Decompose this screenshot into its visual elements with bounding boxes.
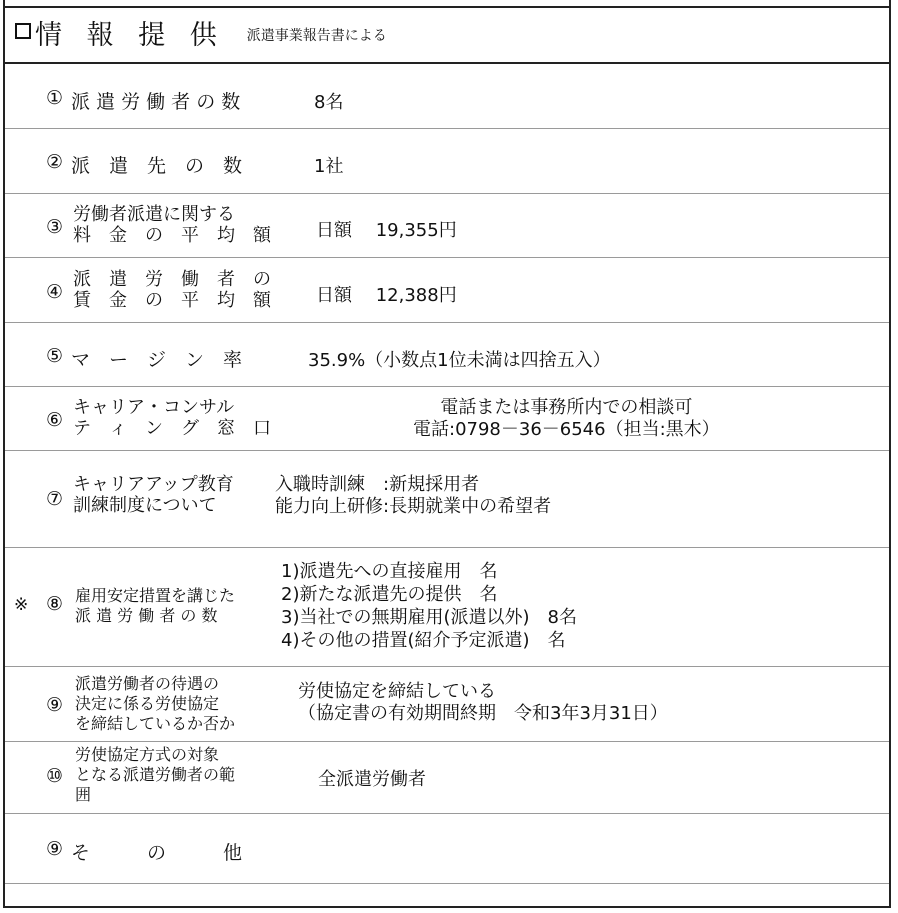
row-label: 労働者派遣に関する 料 金 の 平 均 額 <box>73 204 271 246</box>
row-label: 派遣労働者の待遇の 決定に係る労使協定 を締結しているか否か <box>75 674 236 733</box>
divider <box>5 547 889 548</box>
row-value: 35.9%（小数点1位未満は四捨五入） <box>308 350 611 371</box>
row-number: ⑦ <box>46 488 64 510</box>
row-number: ⑩ <box>46 765 64 787</box>
row-value: 1)派遣先への直接雇用 名 2)新たな派遣先の提供 名 3)当社での無期雇用(派遣以外) 8名 4)その他の措置(紹介予定派遣) 名 <box>281 561 577 651</box>
divider <box>5 813 889 814</box>
row-value: 労使協定を締結している （協定書の有効期間終期 令和3年3月31日） <box>298 681 668 724</box>
divider <box>5 666 889 667</box>
row-value: 全派遣労働者 <box>318 769 426 790</box>
row-label: 雇用安定措置を講じた 派 遣 労 働 者 の 数 <box>75 586 236 625</box>
page-subtitle: 派遣事業報告書による <box>246 28 387 44</box>
row-value: 入職時訓練 :新規採用者 能力向上研修:長期就業中の希望者 <box>275 474 552 517</box>
row-number: ④ <box>46 281 64 303</box>
row-number: ⑨ <box>46 694 64 716</box>
divider <box>5 450 889 451</box>
row-value: 1社 <box>314 156 344 177</box>
row-number: ⑥ <box>46 409 64 431</box>
divider <box>5 322 889 323</box>
divider <box>5 193 889 194</box>
divider <box>5 883 889 884</box>
row-label: 派 遣 労 働 者 の 数 <box>71 91 241 113</box>
divider <box>5 128 889 129</box>
row-label: 派 遣 先 の 数 <box>71 155 243 177</box>
row-label: そ の 他 <box>71 842 243 864</box>
row-number: ③ <box>46 216 64 238</box>
row-label: マ ー ジ ン 率 <box>71 349 243 371</box>
page-title: 情 報 提 供 <box>35 19 225 51</box>
row-label: 労使協定方式の対象 となる派遣労働者の範 囲 <box>75 745 236 804</box>
row-label: キャリアアップ教育 訓練制度について <box>73 474 234 516</box>
row-value: 日額 12,388円 <box>316 285 457 306</box>
row-label: 派 遣 労 働 者 の 賃 金 の 平 均 額 <box>73 269 271 311</box>
row-label: キャリア・コンサル テ ィ ン グ 窓 口 <box>73 397 271 439</box>
row-number: ⑧ <box>46 593 64 615</box>
row-number: ⑨ <box>46 838 64 860</box>
checkbox-icon <box>15 23 31 39</box>
row-number: ⑤ <box>46 345 64 367</box>
row-value: 日額 19,355円 <box>316 220 457 241</box>
note-mark: ※ <box>14 595 29 615</box>
divider <box>5 741 889 742</box>
info-table <box>3 0 891 908</box>
divider <box>5 257 889 258</box>
row-value: 8名 <box>314 92 344 113</box>
row-number: ① <box>46 87 64 109</box>
header <box>5 6 889 58</box>
row-value: 電話または事務所内での相談可 電話:0798－36－6546（担当:黒木） <box>413 397 720 440</box>
divider <box>5 62 889 64</box>
divider <box>5 386 889 387</box>
row-number: ② <box>46 151 64 173</box>
